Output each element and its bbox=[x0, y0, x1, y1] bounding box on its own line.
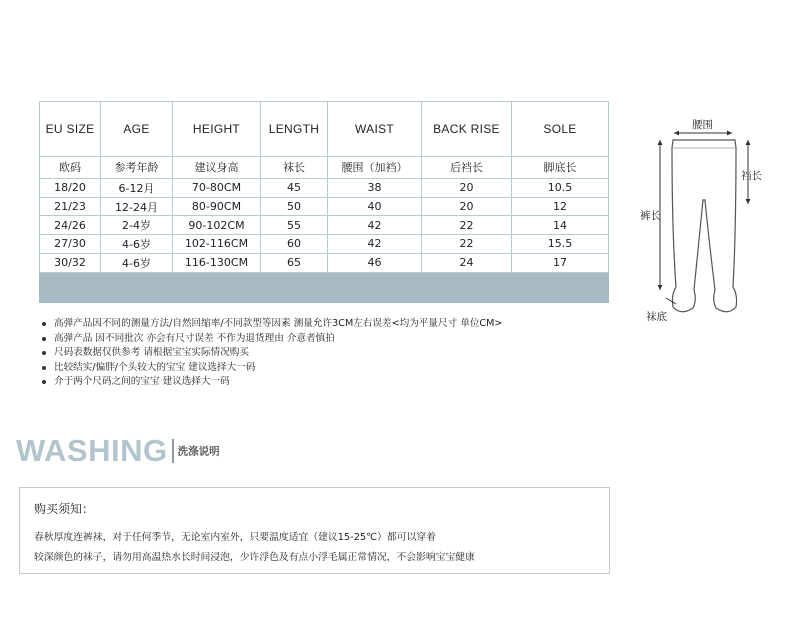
table-cell: 30/32 bbox=[40, 253, 101, 272]
table-cell: 22 bbox=[422, 235, 512, 254]
header-cell: EU SIZE bbox=[40, 102, 101, 157]
table-cell: 65 bbox=[261, 253, 328, 272]
table-cell: 42 bbox=[328, 216, 422, 235]
table-cell: 10.5 bbox=[512, 178, 609, 197]
table-cell: 70-80CM bbox=[173, 178, 261, 197]
table-cell: 12-24月 bbox=[101, 197, 173, 216]
washing-heading bbox=[16, 433, 220, 473]
table-cell: 38 bbox=[328, 178, 422, 197]
subheader-cell: 后裆长 bbox=[422, 156, 512, 178]
table-header-row bbox=[40, 102, 609, 157]
size-notes-list bbox=[40, 317, 502, 390]
table-cell: 60 bbox=[261, 235, 328, 254]
header-cell: SOLE bbox=[512, 102, 609, 157]
table-cell: 27/30 bbox=[40, 235, 101, 254]
table-cell: 18/20 bbox=[40, 178, 101, 197]
table-row bbox=[40, 235, 609, 254]
table-cell: 6-12月 bbox=[101, 178, 173, 197]
table-cell: 2-4岁 bbox=[101, 216, 173, 235]
table-cell: 17 bbox=[512, 253, 609, 272]
table-cell: 4-6岁 bbox=[101, 235, 173, 254]
table-cell: 80-90CM bbox=[173, 197, 261, 216]
header-cell: AGE bbox=[101, 102, 173, 157]
table-row bbox=[40, 253, 609, 272]
waist-label: 腰围 bbox=[692, 119, 713, 131]
header-cell: HEIGHT bbox=[173, 102, 261, 157]
subheader-cell: 欧码 bbox=[40, 156, 101, 178]
table-cell: 90-102CM bbox=[173, 216, 261, 235]
table-footer-band bbox=[40, 272, 609, 302]
purchase-notice-box bbox=[19, 487, 610, 574]
table-subheader-row bbox=[40, 156, 609, 178]
table-cell: 4-6岁 bbox=[101, 253, 173, 272]
table-cell: 24 bbox=[422, 253, 512, 272]
notice-title: 购买须知： bbox=[34, 502, 95, 516]
table-cell: 42 bbox=[328, 235, 422, 254]
list-item: 介于两个尺码之间的宝宝 建议选择大一码 bbox=[40, 375, 502, 390]
table-cell: 20 bbox=[422, 178, 512, 197]
table-cell: 24/26 bbox=[40, 216, 101, 235]
list-item: 高弹产品因不同的测量方法/自然回缩率/不同款型等因素 测量允许3CM左右误差<均为平量尺寸 单位CM> bbox=[40, 317, 502, 332]
table-cell: 55 bbox=[261, 216, 328, 235]
notice-line: 春秋厚度连裤袜，对于任何季节，无论室内室外，只要温度适宜（建议15-25℃）都可以穿着 bbox=[34, 532, 436, 543]
list-item: 比较结实/偏胖/个头较大的宝宝 建议选择大一码 bbox=[40, 361, 502, 376]
table-cell: 116-130CM bbox=[173, 253, 261, 272]
notice-line: 较深颜色的袜子，请勿用高温热水长时间浸泡，少许浮色及有点小浮毛属正常情况，不会影响宝宝健康 bbox=[34, 552, 475, 563]
list-item: 高弹产品 因不同批次 亦会有尺寸误差 不作为退货理由 介意者慎拍 bbox=[40, 332, 502, 347]
header-cell: BACK RISE bbox=[422, 102, 512, 157]
table-cell: 22 bbox=[422, 216, 512, 235]
table-cell: 46 bbox=[328, 253, 422, 272]
list-item: 尺码表数据仅供参考 请根据宝宝实际情况购买 bbox=[40, 346, 502, 361]
header-cell: LENGTH bbox=[261, 102, 328, 157]
table-cell: 15.5 bbox=[512, 235, 609, 254]
table-cell: 40 bbox=[328, 197, 422, 216]
table-cell: 102-116CM bbox=[173, 235, 261, 254]
header-cell: WAIST bbox=[328, 102, 422, 157]
rise-label: 裆长 bbox=[741, 170, 762, 182]
table-row bbox=[40, 216, 609, 235]
washing-title: WASHING bbox=[16, 433, 168, 468]
footer-band-cell bbox=[40, 272, 609, 302]
length-label: 裤长 bbox=[640, 210, 661, 222]
subheader-cell: 参考年龄 bbox=[101, 156, 173, 178]
washing-subtitle: 洗涤说明 bbox=[177, 445, 220, 458]
table-cell: 50 bbox=[261, 197, 328, 216]
subheader-cell: 腰围（加裆） bbox=[328, 156, 422, 178]
table-cell: 12 bbox=[512, 197, 609, 216]
table-cell: 20 bbox=[422, 197, 512, 216]
heading-divider bbox=[172, 439, 174, 463]
subheader-cell: 建议身高 bbox=[173, 156, 261, 178]
sole-label: 袜底 bbox=[646, 311, 667, 323]
table-row bbox=[40, 197, 609, 216]
subheader-cell: 袜长 bbox=[261, 156, 328, 178]
table-cell: 21/23 bbox=[40, 197, 101, 216]
subheader-cell: 脚底长 bbox=[512, 156, 609, 178]
size-table bbox=[39, 101, 609, 303]
table-cell: 14 bbox=[512, 216, 609, 235]
tights-measurement-diagram bbox=[636, 112, 766, 327]
table-cell: 45 bbox=[261, 178, 328, 197]
table-row bbox=[40, 178, 609, 197]
